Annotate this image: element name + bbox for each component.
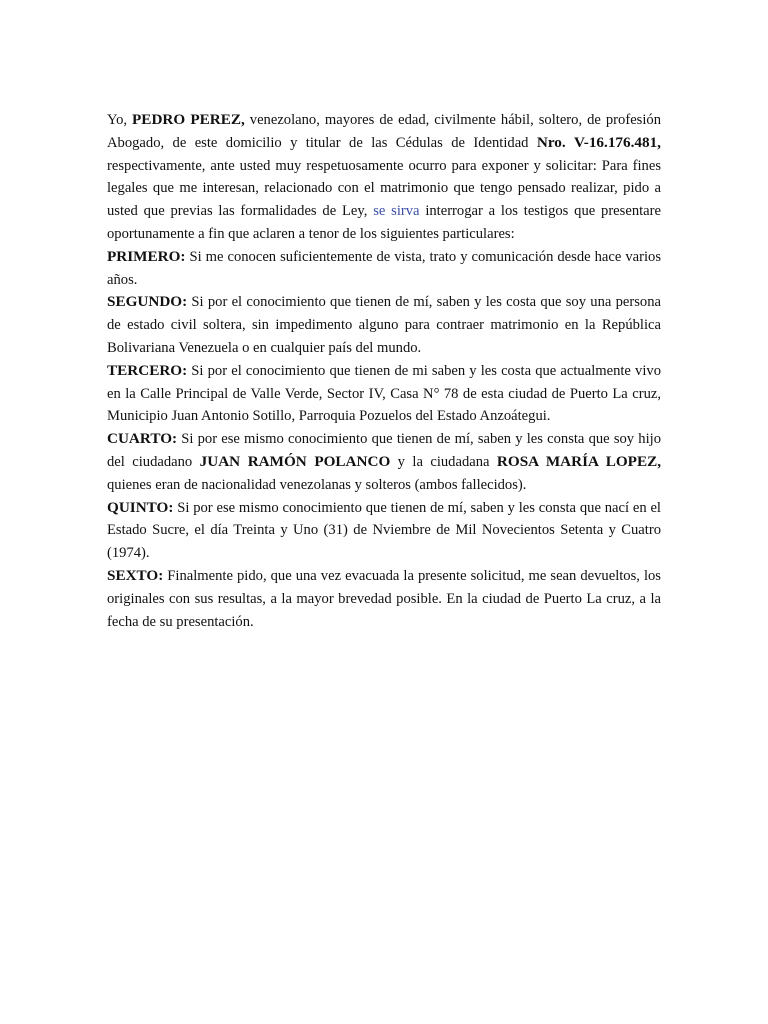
item-sexto — [107, 565, 661, 633]
item-cuarto-text-1: Si por ese mismo conocimiento que tienen de mí, saben y les consta que soy hijo del ciudadano — [107, 431, 661, 470]
item-tercero-label: TERCERO: — [107, 361, 188, 379]
se-sirva-text: se sirva — [373, 203, 420, 220]
item-tercero — [107, 360, 661, 428]
intro-text-1: Yo, — [107, 112, 133, 128]
item-cuarto-label: CUARTO: — [107, 430, 178, 448]
item-primero-label: PRIMERO: — [107, 247, 186, 265]
item-cuarto — [107, 428, 661, 496]
item-quinto-label: QUINTO: — [107, 498, 174, 516]
mother-name: ROSA MARÍA LOPEZ, — [496, 452, 661, 470]
item-primero — [107, 246, 661, 292]
item-segundo — [107, 291, 661, 359]
item-segundo-label: SEGUNDO: — [107, 293, 188, 311]
item-sexto-text: Finalmente pido, que una vez evacuada la presente solicitud, me sean devueltos, los originales con sus resultas, a la mayor brevedad posible. En la ciudad de Puerto La cruz, a la fecha de su presentación. — [107, 567, 661, 630]
item-cuarto-text-3: quienes eran de nacionalidad venezolanas y solteros (ambos fallecidos). — [107, 476, 527, 493]
item-tercero-text: Si por el conocimiento que tienen de mi saben y les costa que actualmente vivo en la Calle Principal de Valle Verde, Sector IV, Casa N° 78 de esta ciudad de Puerto La cruz, Municipio Juan Antonio Sotillo, Parroquia Pozuelos del Estado Anzoátegui. — [107, 362, 661, 425]
item-quinto — [107, 497, 661, 565]
applicant-name: PEDRO PEREZ, — [132, 111, 245, 128]
item-primero-text: Si me conocen suficientemente de vista, trato y comunicación desde hace varios años. — [107, 248, 661, 288]
intro-text-4: interrogar a los testigos que presentare oportunamente a fin que aclaren a tenor de los siguientes particulares: — [107, 203, 661, 242]
id-number: Nro. V-16.176.481, — [536, 133, 661, 151]
father-name: JUAN RAMÓN POLANCO — [199, 452, 391, 470]
document-body — [107, 109, 661, 633]
item-sexto-label: SEXTO: — [107, 566, 164, 584]
item-quinto-text: Si por ese mismo conocimiento que tienen de mí, saben y les consta que nací en el Estado Sucre, el día Treinta y Uno (31) de Nviembre de Mil Novecientos Setenta y Cuatro (1974). — [107, 499, 661, 562]
intro-text-3: respectivamente, ante usted muy respetuosamente ocurro para exponer y solicitar: Para fines legales que me interesan, relacionado con el matrimonio que tengo pensado realizar, pido a usted que previas las formalidades de Ley, — [107, 157, 661, 220]
item-segundo-text: Si por el conocimiento que tienen de mí, saben y les costa que soy una persona de estado civil soltera, sin impedimento alguno para contraer matrimonio en la República Bolivariana Venezuela o en cualquier país del mundo. — [107, 294, 661, 356]
item-cuarto-text-2: y la ciudadana — [390, 453, 497, 470]
intro-paragraph — [107, 109, 661, 246]
intro-text-2: venezolano, mayores de edad, civilmente hábil, soltero, de profesión Abogado, de este domicilio y titular de las Cédulas de Identidad — [107, 112, 662, 151]
